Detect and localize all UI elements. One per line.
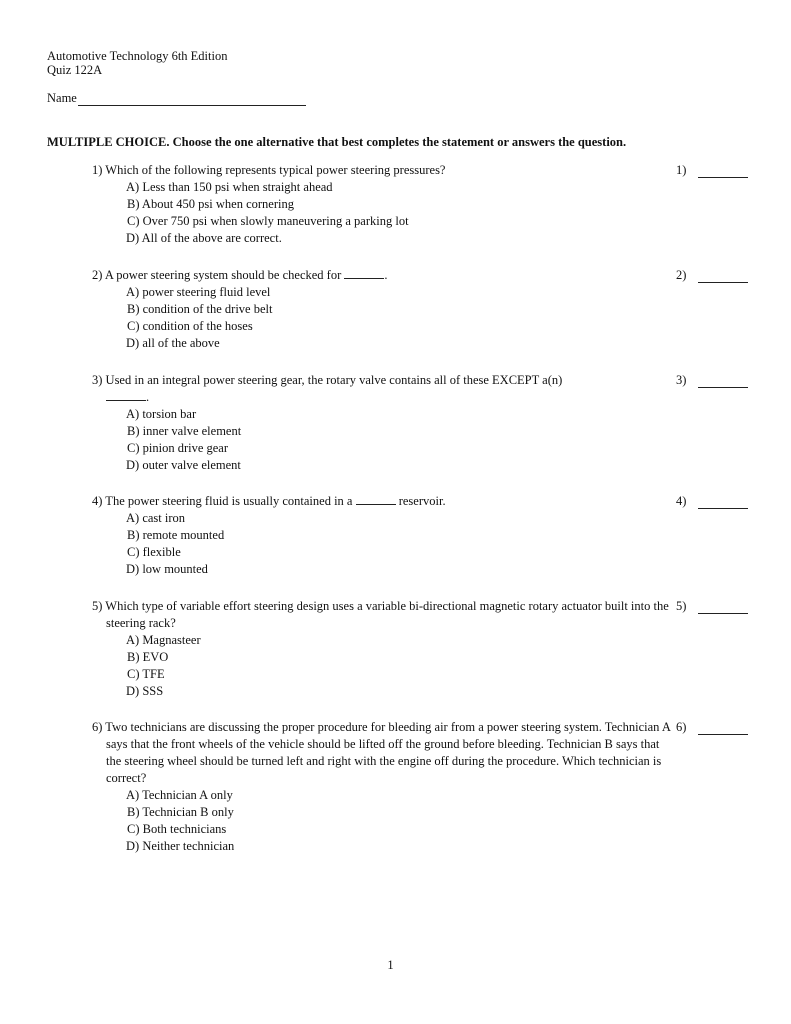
stem-text: reservoir. xyxy=(395,494,446,508)
option-a[interactable]: A) torsion bar xyxy=(126,407,197,421)
option-c[interactable]: C) condition of the hoses xyxy=(127,319,253,333)
answer-blank[interactable] xyxy=(698,496,748,509)
answer-slot-3 xyxy=(676,373,756,388)
option-a[interactable]: A) power steering fluid level xyxy=(126,285,271,299)
quiz-title: Quiz 122A xyxy=(47,63,103,77)
question-stem xyxy=(92,493,672,510)
option-c[interactable]: C) Over 750 psi when slowly maneuvering a parking lot xyxy=(127,214,409,228)
option-b[interactable]: B) About 450 psi when cornering xyxy=(127,197,294,211)
stem-text: . xyxy=(384,268,388,282)
option-c[interactable]: C) pinion drive gear xyxy=(127,441,229,455)
option-a[interactable]: A) Magnasteer xyxy=(126,633,201,647)
stem-text: 4) The power steering fluid is usually contained in a xyxy=(92,494,356,508)
options-list xyxy=(126,179,672,247)
answer-number: 3) xyxy=(676,373,687,387)
answer-blank[interactable] xyxy=(698,601,748,614)
option-c[interactable]: C) flexible xyxy=(127,545,181,559)
question-3 xyxy=(92,372,672,474)
options-list xyxy=(126,787,672,855)
question-5 xyxy=(92,598,672,700)
question-stem: 6) Two technicians are discussing the proper procedure for bleeding air from a power steering system. Technician A says that the front wheels of the vehicle should be lifted off the ground before bleeding. Technician B says that the steering wheel should be turned left and right with the engine off during the procedure. Which technician is correct? xyxy=(92,720,671,785)
answer-number: 6) xyxy=(676,720,687,734)
answer-number: 2) xyxy=(676,268,687,282)
name-label: Name xyxy=(47,91,77,105)
options-list xyxy=(126,632,672,700)
question-stem xyxy=(92,267,672,284)
answer-slot-5 xyxy=(676,599,756,614)
question-stem: 5) Which type of variable effort steering design uses a variable bi-directional magnetic rotary actuator built into the steering rack? xyxy=(92,599,669,630)
question-2 xyxy=(92,267,672,352)
answer-blank[interactable] xyxy=(698,165,748,178)
option-a[interactable]: A) Technician A only xyxy=(126,788,233,802)
question-4 xyxy=(92,493,672,578)
stem-text: 3) Used in an integral power steering gear, the rotary valve contains all of these EXCEPT a(n) xyxy=(92,373,563,387)
fill-in-blank xyxy=(106,390,146,401)
option-d[interactable]: D) SSS xyxy=(126,684,164,698)
stem-text: . xyxy=(146,390,150,404)
answer-slot-2 xyxy=(676,268,756,283)
option-a[interactable]: A) Less than 150 psi when straight ahead xyxy=(126,180,333,194)
answer-blank[interactable] xyxy=(698,270,748,283)
answer-slot-4 xyxy=(676,494,756,509)
page-number: 1 xyxy=(387,958,394,972)
option-c[interactable]: C) TFE xyxy=(127,667,165,681)
answer-number: 5) xyxy=(676,599,687,613)
option-d[interactable]: D) Neither technician xyxy=(126,839,235,853)
question-stem: 1) Which of the following represents typical power steering pressures? xyxy=(92,163,446,177)
name-field-row xyxy=(47,91,306,106)
stem-text: 2) A power steering system should be checked for xyxy=(92,268,345,282)
option-b[interactable]: B) Technician B only xyxy=(127,805,234,819)
answer-slot-6 xyxy=(676,720,756,735)
answer-number: 1) xyxy=(676,163,687,177)
option-d[interactable]: D) all of the above xyxy=(126,336,220,350)
question-1 xyxy=(92,162,672,247)
instructions: MULTIPLE CHOICE. Choose the one alternative that best completes the statement or answers the question. xyxy=(47,135,627,149)
fill-in-blank xyxy=(356,494,396,505)
answer-slot-1 xyxy=(676,163,756,178)
options-list xyxy=(126,510,672,578)
option-b[interactable]: B) EVO xyxy=(127,650,169,664)
fill-in-blank xyxy=(344,268,384,279)
option-c[interactable]: C) Both technicians xyxy=(127,822,227,836)
option-a[interactable]: A) cast iron xyxy=(126,511,186,525)
options-list xyxy=(126,284,672,352)
option-d[interactable]: D) outer valve element xyxy=(126,458,241,472)
option-b[interactable]: B) inner valve element xyxy=(127,424,242,438)
answer-blank[interactable] xyxy=(698,722,748,735)
option-b[interactable]: B) condition of the drive belt xyxy=(127,302,273,316)
option-b[interactable]: B) remote mounted xyxy=(127,528,225,542)
answer-number: 4) xyxy=(676,494,687,508)
answer-blank[interactable] xyxy=(698,375,748,388)
option-d[interactable]: D) low mounted xyxy=(126,562,208,576)
course-title: Automotive Technology 6th Edition xyxy=(47,49,228,63)
name-input-line[interactable] xyxy=(78,93,306,106)
question-stem xyxy=(92,372,672,406)
option-d[interactable]: D) All of the above are correct. xyxy=(126,231,282,245)
question-6 xyxy=(92,719,672,855)
options-list xyxy=(126,406,672,474)
